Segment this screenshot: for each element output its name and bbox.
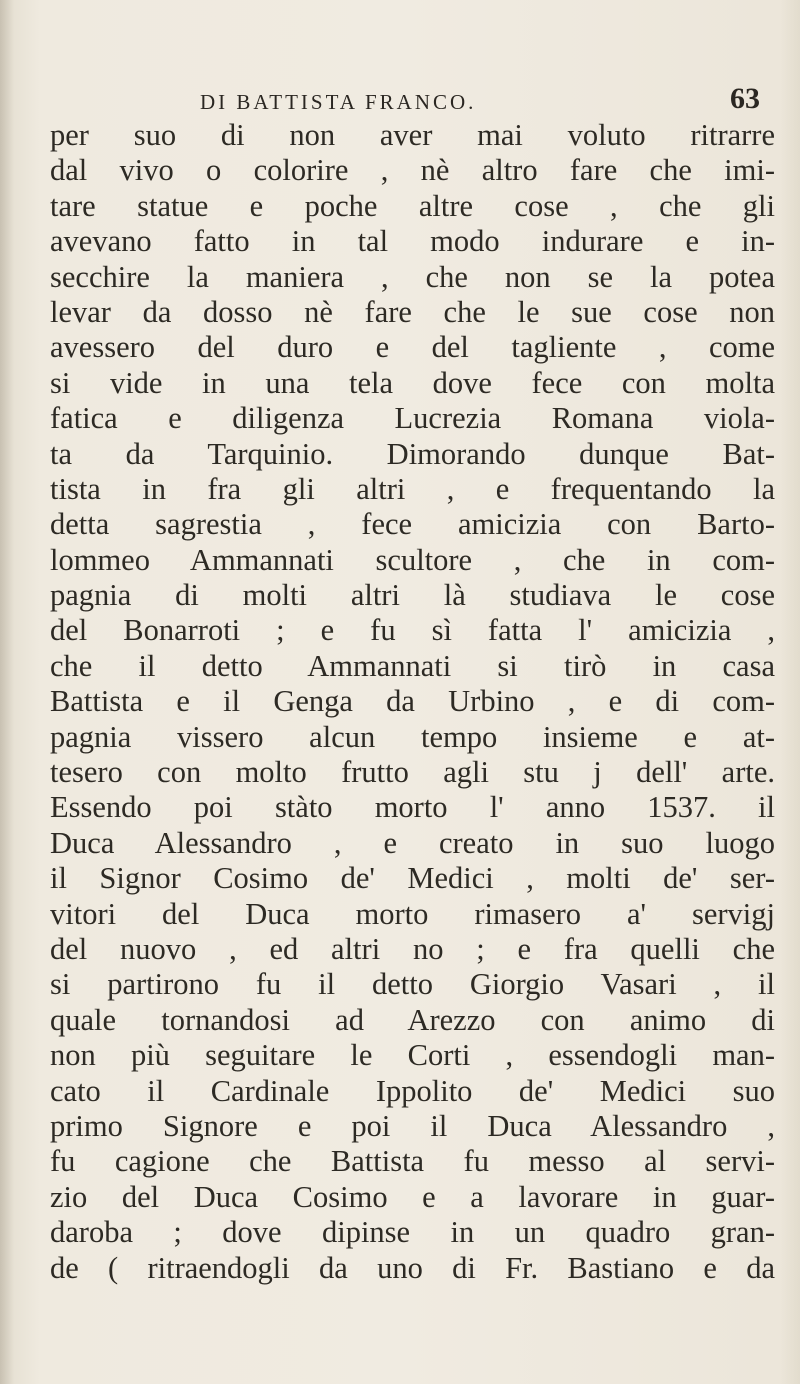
- text-line: dal vivo o colorire , nè altro fare che imi-: [50, 153, 775, 188]
- text-line: si partirono fu il detto Giorgio Vasari , il: [50, 967, 775, 1002]
- text-line: per suo di non aver mai voluto ritrarre: [50, 118, 775, 152]
- gutter-shadow: [0, 0, 14, 1384]
- text-line: tista in fra gli altri , e frequentando la: [50, 471, 775, 506]
- page-header: [0, 82, 800, 122]
- text-line: primo Signore e poi il Duca Alessandro ,: [50, 1108, 775, 1143]
- text-line: il Signor Cosimo de' Medici , molti de' ser-: [50, 861, 775, 896]
- text-line: vitori del Duca morto rimasero a' servigj: [50, 896, 775, 931]
- text-line: avessero del duro e del tagliente , come: [50, 330, 775, 365]
- text-line: avevano fatto in tal modo indurare e in-: [50, 224, 775, 259]
- text-line: del nuovo , ed altri no ; e fra quelli che: [50, 931, 775, 966]
- body-text: [50, 118, 775, 1286]
- text-line: cato il Cardinale Ippolito de' Medici suo: [50, 1073, 775, 1108]
- text-line: si vide in una tela dove fece con molta: [50, 365, 775, 400]
- text-line: ta da Tarquinio. Dimorando dunque Bat-: [50, 436, 775, 471]
- text-line: pagnia di molti altri là studiava le cose: [50, 578, 775, 613]
- text-line: fu cagione che Battista fu messo al servi-: [50, 1144, 775, 1179]
- text-line: Battista e il Genga da Urbino , e di com-: [50, 684, 775, 719]
- running-head: DI BATTISTA FRANCO.: [200, 90, 477, 114]
- text-line: Duca Alessandro , e creato in suo luogo: [50, 825, 775, 860]
- text-line: detta sagrestia , fece amicizia con Barto-: [50, 507, 775, 542]
- text-line: de ( ritraendogli da uno di Fr. Bastiano e da: [50, 1250, 775, 1285]
- text-line: non più seguitare le Corti , essendogli man-: [50, 1038, 775, 1073]
- text-line: Essendo poi stàto morto l' anno 1537. il: [50, 790, 775, 825]
- text-line: quale tornandosi ad Arezzo con animo di: [50, 1002, 775, 1037]
- page-number: 63: [730, 82, 760, 115]
- text-line: daroba ; dove dipinse in un quadro gran-: [50, 1215, 775, 1250]
- text-line: tesero con molto frutto agli stu j dell' arte.: [50, 755, 775, 790]
- text-line: pagnia vissero alcun tempo insieme e at-: [50, 719, 775, 754]
- text-line: che il detto Ammannati si tirò in casa: [50, 648, 775, 683]
- text-line: fatica e diligenza Lucrezia Romana viola-: [50, 401, 775, 436]
- text-line: levar da dosso nè fare che le sue cose non: [50, 294, 775, 329]
- text-line: zio del Duca Cosimo e a lavorare in guar-: [50, 1179, 775, 1214]
- text-line: del Bonarroti ; e fu sì fatta l' amicizia ,: [50, 613, 775, 648]
- text-line: secchire la maniera , che non se la potea: [50, 259, 775, 294]
- text-line: tare statue e poche altre cose , che gli: [50, 188, 775, 223]
- text-line: lommeo Ammannati scultore , che in com-: [50, 542, 775, 577]
